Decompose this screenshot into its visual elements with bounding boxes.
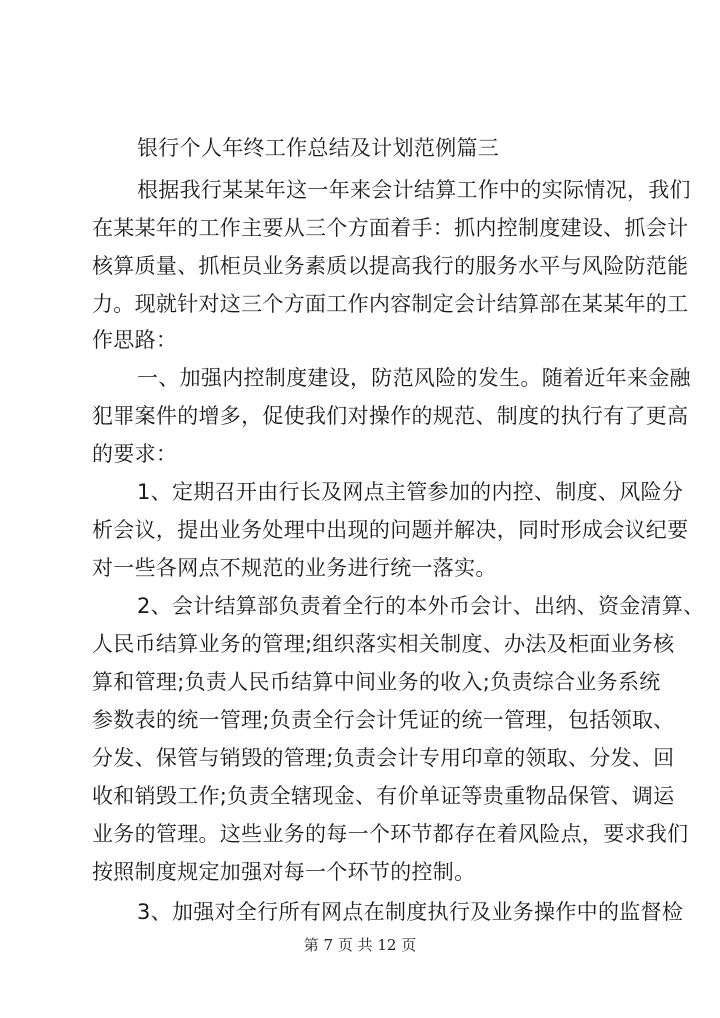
paragraph-line: 对一些各网点不规范的业务进行统一落实。 <box>92 556 497 580</box>
paragraph-line: 人民币结算业务的管理;组织落实相关制度、办法及柜面业务核 <box>92 632 675 656</box>
paragraph-line: 分发、保管与销毁的管理;负责会计专用印章的领取、分发、回 <box>92 746 675 770</box>
paragraph-line: 力。现就针对这三个方面工作内容制定会计结算部在某某年的工 <box>92 292 689 316</box>
paragraph-line: 犯罪案件的增多，促使我们对操作的规范、制度的执行有了更高 <box>92 404 689 428</box>
paragraph-line: 2、会计结算部负责着全行的本外币会计、出纳、资金清算、 <box>137 594 705 618</box>
paragraph-line: 按照制度规定加强对每一个环节的控制。 <box>92 860 476 884</box>
paragraph-line: 的要求： <box>92 442 178 466</box>
paragraph-line: 参数表的统一管理;负责全行会计凭证的统一管理，包括领取、 <box>92 708 675 732</box>
paragraph-line: 3、加强对全行所有网点在制度执行及业务操作中的监督检 <box>137 900 684 924</box>
paragraph-line: 1、定期召开由行长及网点主管参加的内控、制度、风险分 <box>137 480 684 504</box>
paragraph-line: 核算质量、抓柜员业务素质以提高我行的服务水平与风险防范能 <box>92 254 689 278</box>
paragraph-line: 析会议，提出业务处理中出现的问题并解决，同时形成会议纪要 <box>92 518 689 542</box>
paragraph-line: 算和管理;负责人民币结算中间业务的收入;负责综合业务系统 <box>92 670 661 694</box>
paragraph-line: 业务的管理。这些业务的每一个环节都存在着风险点，要求我们 <box>92 822 689 846</box>
paragraph-line: 收和销毁工作;负责全辖现金、有价单证等贵重物品保管、调运 <box>92 784 675 808</box>
document-title: 银行个人年终工作总结及计划范例篇三 <box>137 136 500 160</box>
page-number-footer: 第 7 页 共 12 页 <box>303 936 417 954</box>
paragraph-line: 作思路： <box>92 328 178 352</box>
paragraph-line: 一、加强内控制度建设，防范风险的发生。随着近年来金融 <box>137 366 691 390</box>
paragraph-line: 根据我行某某年这一年来会计结算工作中的实际情况，我们 <box>137 178 691 202</box>
paragraph-line: 在某某年的工作主要从三个方面着手：抓内控制度建设、抓会计 <box>92 216 689 240</box>
